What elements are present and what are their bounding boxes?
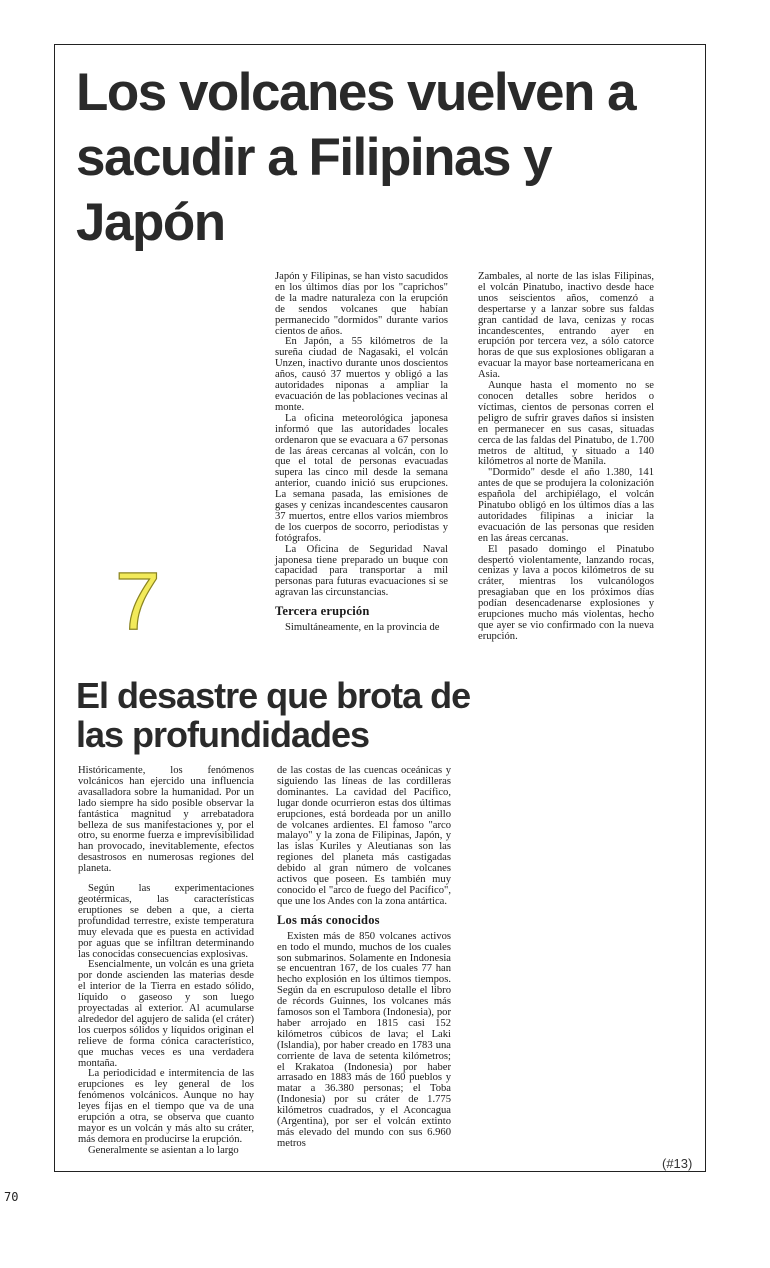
paragraph: "Dormido" desde el año 1.380, 141 antes de que se produjera la colonización española del archipiélago, el volcán Pinatubo obligó en los últimos días a las autoridades filipinas a iniciar la evacuación de las personas que residen en las áreas cercanas. (478, 467, 654, 544)
article1-subhead: Tercera erupción (275, 604, 370, 619)
paragraph: La Oficina de Seguridad Naval japonesa tiene preparado un buque con capacidad para transportar a mil personas para futuras evacuaciones si se agravan las circunstancias. (275, 543, 448, 599)
archive-tag: (#13) (662, 1156, 693, 1171)
article2-headline: El desastre que brota de las profundidades (76, 675, 471, 755)
article1-column-2 (478, 272, 654, 643)
article1-column-1 (275, 272, 448, 634)
article2-subhead: Los más conocidos (277, 912, 380, 927)
paragraph: Esencialmente, un volcán es una grieta por donde ascienden las materias desde el interior de la Tierra en estado sólido, líquido o gaseoso y son luego proyectadas al exterior. Al acumularse alrededor del agujero de salida (el cráter) los cuerpos sólidos y líquidos originan el relieve de forma cónica característico, que muchas veces es una verdadera montaña. (78, 959, 254, 1069)
sticky-number-text: 7 (115, 563, 161, 638)
paragraph: Simultáneamente, en la provincia de (285, 622, 440, 634)
paragraph: En Japón, a 55 kilómetros de la sureña ciudad de Nagasaki, el volcán Unzen, inactivo durante unos doscientos años, causó 37 muertos y obligó a las autoridades niponas a ampliar la evacuación de las poblaciones vecinas al monte. (275, 336, 448, 413)
sticky-note-number (113, 563, 161, 638)
paragraph: Japón y Filipinas, se han visto sacudidos en los últimos días por los "caprichos" de la madre naturaleza con la erupción de sendos volcanes que habían permanecido "dormidos" durante varios cientos de años. (275, 271, 448, 337)
paragraph: Según las experimentaciones geotérmicas, las características eruptiones se deben a que, a cierta profundidad terrestre, existe temperatura muy elevada que es puesta en actividad por aguas que se infiltran determinando las conocidas consecuencias explosivas. (78, 883, 254, 960)
article1-headline: Los volcanes vuelven a sacudir a Filipinas y Japón (76, 63, 636, 252)
page-number: 70 (4, 1190, 19, 1204)
article2-column-1 (78, 766, 254, 1157)
paragraph: de las costas de las cuencas oceánicas y siguiendo las líneas de las cordilleras dominantes. La cavidad del Pacífico, lugar donde ocurrieron estas dos últimas erupciones, está bordeada por un anillo de volcanes ardientes. El famoso "arco malayo" y la zona de Filipinas, Japón, y las islas Kuriles y Aleutianas son las regiones del planeta más castigadas debido al gran número de volcanes activos que poseen. Es también muy conocido el "arco de fuego del Pacífico", que une los Andes con la zona antártica. (277, 765, 451, 907)
paragraph: Existen más de 850 volcanes activos en todo el mundo, muchos de los cuales son submarinos. Solamente en Indonesia se encuentran 167, de los cuales 77 han hecho explosión en los últimos tiempos. Según da en escrupuloso detalle el libro de récords Guinnes, los volcanes más famosos son el Tambora (Indonesia), por haber arrojado en 1815 casi 152 kilómetros cúbicos de lava; el Laki (Islandia), por haber creado en 1783 una corriente de lava de setenta kilómetros; el Krakatoa (Indonesia) por haber arrasado en 1883 más de 160 pueblos y matar a 36.380 personas; el Toba (Indonesia) por su cráter de 1.775 kilómetros cuadrados, y el Aconcagua (Argentina), por ser el volcán extinto más elevado del mundo con sus 6.960 metros (277, 930, 451, 1149)
paragraph: El pasado domingo el Pinatubo despertó violentamente, lanzando rocas, cenizas y lava a pocos kilómetros de su cráter, mientras los vulcanólogos presagiaban que en los próximos días podían desencadenarse explosiones y erupciones mucho más violentas, hecho que ayer se vio confirmado con la nueva erupción. (478, 543, 654, 642)
paragraph: La oficina meteorológica japonesa informó que las autoridades locales ordenaron que se evacuara a 67 personas de las áreas cercanas al volcán, con lo que el total de personas evacuadas supera las cinco mil desde la semana anterior, cuando inició sus erupciones. La semana pasada, las emisiones de gases y cenizas incandescentes causaron 37 muertos, entre ellos varios miembros de los cuerpos de socorro, periodistas y fotógrafos. (275, 412, 448, 544)
paragraph: Generalmente se asientan a lo largo (88, 1144, 239, 1156)
article2-column-2 (277, 766, 451, 1150)
paragraph: Zambales, al norte de las islas Filipinas, el volcán Pinatubo, inactivo desde hace unos seiscientos años, comenzó a despertarse y a lanzar sobre sus faldas gran cantidad de lava, cenizas y rocas incandescentes, entrando ayer en erupción por tercera vez, a sólo catorce horas de que sus explosiones obligaran a evacuar la mayor base norteamericana en Asia. (478, 271, 654, 381)
paragraph: Históricamente, los fenómenos volcánicos han ejercido una influencia avasalladora sobre la humanidad. Por un lado siempre ha sido posible observar la fantástica magnitud y arrebatadora belleza de sus manifestaciones y, por el otro, su enorme fuerza e imprevisibilidad han provocado, inevitablemente, efectos desastrosos en numerosas regiones del planeta. (78, 765, 254, 875)
paragraph: La periodicidad e intermitencia de las erupciones es ley general de los fenómenos volcánicos. Aunque no hay leyes fijas en el tiempo que va de una erupción a otra, se observa que cuanto mayor es un volcán y más alto su cráter, más demora en producirse la erupción. (78, 1068, 254, 1145)
paragraph: Aunque hasta el momento no se conocen detalles sobre heridos o víctimas, cientos de personas corren el peligro de sufrir graves daños si insisten en permanecer en sus casas, situadas cerca de las faldas del Pinatubo, de 1.700 metros de altitud, y situado a 140 kilómetros al norte de Manila. (478, 380, 654, 468)
